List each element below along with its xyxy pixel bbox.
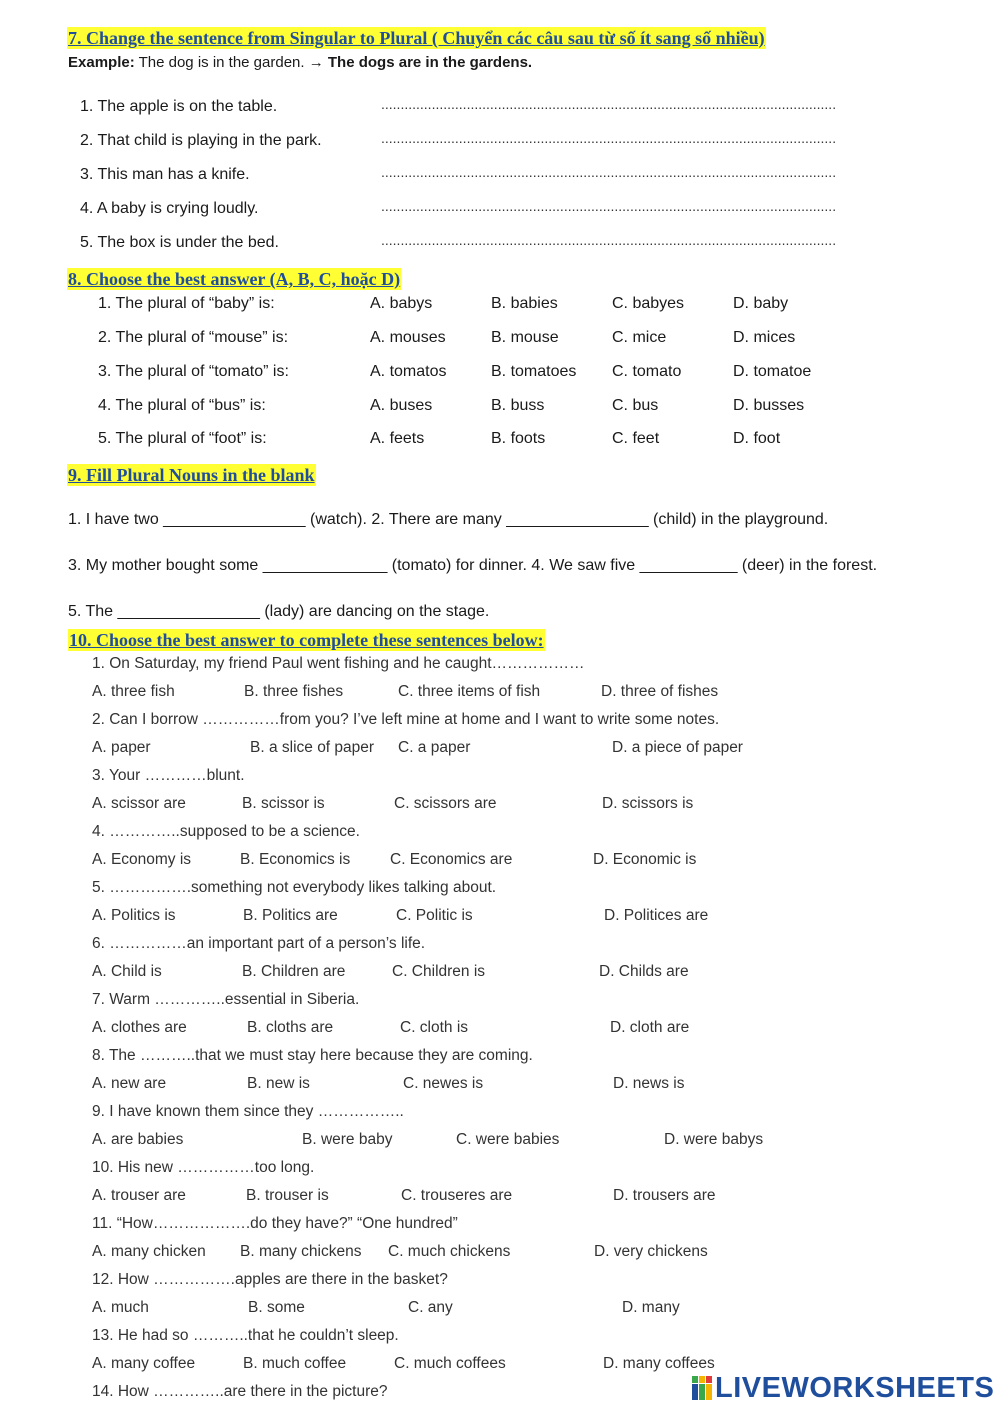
s10-q3-option-c[interactable]: C. scissors are xyxy=(394,795,497,812)
s10-question-14: 14. How …………..are there in the picture? xyxy=(92,1383,388,1400)
s10-q12-option-d[interactable]: D. many xyxy=(622,1299,680,1316)
s10-question-4: 4. …………..supposed to be a science. xyxy=(92,823,360,840)
s10-q13-option-c[interactable]: C. much coffees xyxy=(394,1355,506,1372)
s10-q11-option-b[interactable]: B. many chickens xyxy=(240,1243,362,1260)
s8-q4-option-c[interactable]: C. bus xyxy=(612,397,659,414)
s10-question-8: 8. The ………..that we must stay here because they are coming. xyxy=(92,1047,533,1064)
s10-q13-option-b[interactable]: B. much coffee xyxy=(243,1355,347,1372)
s10-q9-option-d[interactable]: D. were babys xyxy=(664,1131,764,1148)
s8-q4-option-d[interactable]: D. busses xyxy=(733,397,805,414)
s10-q1-option-c[interactable]: C. three items of fish xyxy=(398,683,541,700)
s8-q2-option-b[interactable]: B. mouse xyxy=(491,329,559,346)
liveworksheets-logo-icon xyxy=(692,1376,712,1400)
s10-question-7: 7. Warm …………..essential in Siberia. xyxy=(92,991,360,1008)
s10-q11-option-d[interactable]: D. very chickens xyxy=(594,1243,708,1260)
s8-q1-option-a[interactable]: A. babys xyxy=(370,295,433,312)
s10-q5-option-c[interactable]: C. Politic is xyxy=(396,907,473,924)
s10-q2-option-b[interactable]: B. a slice of paper xyxy=(250,739,375,756)
section-7-title: 7. Change the sentence from Singular to Plural ( Chuyển các câu sau từ số ít sang số nhiều) xyxy=(68,28,765,48)
example-label: Example: xyxy=(68,54,135,71)
s7-question-1: 1. The apple is on the table. xyxy=(80,98,278,115)
s10-question-9: 9. I have known them since they …………….. xyxy=(92,1103,404,1120)
s7-answer-blank-2[interactable]: ..................................................................................................................... xyxy=(381,130,837,146)
s8-q2-option-a[interactable]: A. mouses xyxy=(370,329,446,346)
s10-q6-option-a[interactable]: A. Child is xyxy=(92,963,162,980)
s10-q7-option-d[interactable]: D. cloth are xyxy=(610,1019,690,1036)
s10-question-2: 2. Can I borrow ……………from you? I’ve left mine at home and I want to write some notes. xyxy=(92,711,720,728)
s8-q3-option-a[interactable]: A. tomatos xyxy=(370,363,447,380)
s8-question-5: 5. The plural of “foot” is: xyxy=(98,430,267,447)
s10-q9-option-c[interactable]: C. were babies xyxy=(456,1131,560,1148)
s8-q2-option-c[interactable]: C. mice xyxy=(612,329,667,346)
s10-question-5: 5. …………….something not everybody likes talking about. xyxy=(92,879,497,896)
s10-q4-option-c[interactable]: C. Economics are xyxy=(390,851,513,868)
s10-question-11: 11. “How……………….do they have?” “One hundred” xyxy=(92,1215,458,1232)
s8-q4-option-b[interactable]: B. buss xyxy=(491,397,545,414)
s10-q9-option-a[interactable]: A. are babies xyxy=(92,1131,184,1148)
s10-q12-option-c[interactable]: C. any xyxy=(408,1299,453,1316)
s10-q10-option-c[interactable]: C. trouseres are xyxy=(401,1187,513,1204)
s10-q9-option-b[interactable]: B. were baby xyxy=(302,1131,393,1148)
s8-question-1: 1. The plural of “baby” is: xyxy=(98,295,275,312)
s8-q4-option-a[interactable]: A. buses xyxy=(370,397,433,414)
s10-q6-option-b[interactable]: B. Children are xyxy=(242,963,346,980)
s10-q11-option-c[interactable]: C. much chickens xyxy=(388,1243,511,1260)
s8-question-3: 3. The plural of “tomato” is: xyxy=(98,363,289,380)
liveworksheets-logo xyxy=(692,1372,994,1405)
s10-q2-option-c[interactable]: C. a paper xyxy=(398,739,471,756)
s10-q8-option-a[interactable]: A. new are xyxy=(92,1075,167,1092)
s8-q5-option-a[interactable]: A. feets xyxy=(370,430,425,447)
section-9-title: 9. Fill Plural Nouns in the blank xyxy=(68,465,315,485)
s7-answer-blank-3[interactable]: ..................................................................................................................... xyxy=(381,164,837,180)
s10-q4-option-b[interactable]: B. Economics is xyxy=(240,851,351,868)
s10-q1-option-d[interactable]: D. three of fishes xyxy=(601,683,719,700)
s8-q5-option-c[interactable]: C. feet xyxy=(612,430,660,447)
fill-line-3[interactable]: 5. The ________________ (lady) are dancing on the stage. xyxy=(68,603,490,620)
s10-q10-option-d[interactable]: D. trousers are xyxy=(613,1187,716,1204)
s10-q4-option-d[interactable]: D. Economic is xyxy=(593,851,697,868)
s10-q7-option-c[interactable]: C. cloth is xyxy=(400,1019,469,1036)
liveworksheets-logo-text: LIVEWORKSHEETS xyxy=(715,1372,995,1404)
s10-question-1: 1. On Saturday, my friend Paul went fishing and he caught……………… xyxy=(92,655,585,672)
s10-q6-option-d[interactable]: D. Childs are xyxy=(599,963,689,980)
s10-q5-option-a[interactable]: A. Politics is xyxy=(92,907,176,924)
s10-q8-option-b[interactable]: B. new is xyxy=(247,1075,310,1092)
s10-question-13: 13. He had so ………..that he couldn’t sleep. xyxy=(92,1327,399,1344)
s10-q6-option-c[interactable]: C. Children is xyxy=(392,963,486,980)
section-10-title: 10. Choose the best answer to complete these sentences below: xyxy=(69,630,544,650)
fill-line-1[interactable]: 1. I have two ________________ (watch). 2. There are many ________________ (child) in the playground. xyxy=(68,511,829,528)
s10-q10-option-b[interactable]: B. trouser is xyxy=(246,1187,329,1204)
example-line xyxy=(68,53,532,73)
s8-q5-option-d[interactable]: D. foot xyxy=(733,430,781,447)
section-8-title: 8. Choose the best answer (A, B, C, hoặc D) xyxy=(68,269,401,289)
s7-answer-blank-4[interactable]: ..................................................................................................................... xyxy=(381,198,837,214)
s10-q8-option-c[interactable]: C. newes is xyxy=(403,1075,484,1092)
s7-answer-blank-5[interactable]: ..................................................................................................................... xyxy=(381,232,837,248)
s10-q13-option-a[interactable]: A. many coffee xyxy=(92,1355,196,1372)
s7-answer-blank-1[interactable]: ..................................................................................................................... xyxy=(381,96,837,112)
s10-q12-option-b[interactable]: B. some xyxy=(248,1299,305,1316)
s8-q2-option-d[interactable]: D. mices xyxy=(733,329,796,346)
s8-q1-option-c[interactable]: C. babyes xyxy=(612,295,685,312)
s7-question-5: 5. The box is under the bed. xyxy=(80,234,279,251)
s7-question-4: 4. A baby is crying loudly. xyxy=(80,200,259,217)
s10-q2-option-d[interactable]: D. a piece of paper xyxy=(612,739,743,756)
s10-q3-option-a[interactable]: A. scissor are xyxy=(92,795,186,812)
s10-q11-option-a[interactable]: A. many chicken xyxy=(92,1243,206,1260)
s10-q7-option-a[interactable]: A. clothes are xyxy=(92,1019,187,1036)
s7-question-3: 3. This man has a knife. xyxy=(80,166,250,183)
fill-line-2[interactable]: 3. My mother bought some ______________ (tomato) for dinner. 4. We saw five ___________ (deer) in the forest. xyxy=(68,557,878,574)
s10-question-3: 3. Your …………blunt. xyxy=(92,767,245,784)
s10-q7-option-b[interactable]: B. cloths are xyxy=(247,1019,334,1036)
s10-q1-option-b[interactable]: B. three fishes xyxy=(244,683,344,700)
s10-q1-option-a[interactable]: A. three fish xyxy=(92,683,175,700)
s8-question-4: 4. The plural of “bus” is: xyxy=(98,397,266,414)
s10-q5-option-b[interactable]: B. Politics are xyxy=(243,907,338,924)
s10-q13-option-d[interactable]: D. many coffees xyxy=(603,1355,715,1372)
s8-question-2: 2. The plural of “mouse” is: xyxy=(98,329,289,346)
example-text: The dog is in the garden. → xyxy=(138,54,328,71)
s10-q5-option-d[interactable]: D. Politices are xyxy=(604,907,709,924)
s8-q5-option-b[interactable]: B. foots xyxy=(491,430,546,447)
s8-q3-option-d[interactable]: D. tomatoe xyxy=(733,363,812,380)
example-answer: The dogs are in the gardens. xyxy=(327,54,533,71)
s10-question-10: 10. His new ……………too long. xyxy=(92,1159,315,1176)
s8-q1-option-d[interactable]: D. baby xyxy=(733,295,789,312)
s8-q3-option-b[interactable]: B. tomatoes xyxy=(491,363,577,380)
s10-q8-option-d[interactable]: D. news is xyxy=(613,1075,685,1092)
s10-q2-option-a[interactable]: A. paper xyxy=(92,739,151,756)
s10-q3-option-b[interactable]: B. scissor is xyxy=(242,795,325,812)
s10-q12-option-a[interactable]: A. much xyxy=(92,1299,149,1316)
s8-q1-option-b[interactable]: B. babies xyxy=(491,295,558,312)
s10-q10-option-a[interactable]: A. trouser are xyxy=(92,1187,186,1204)
s10-question-6: 6. ……………an important part of a person’s life. xyxy=(92,935,426,952)
s8-q3-option-c[interactable]: C. tomato xyxy=(612,363,682,380)
s10-q3-option-d[interactable]: D. scissors is xyxy=(602,795,694,812)
s7-question-2: 2. That child is playing in the park. xyxy=(80,132,322,149)
s10-q4-option-a[interactable]: A. Economy is xyxy=(92,851,192,868)
s10-question-12: 12. How …………….apples are there in the basket? xyxy=(92,1271,448,1288)
